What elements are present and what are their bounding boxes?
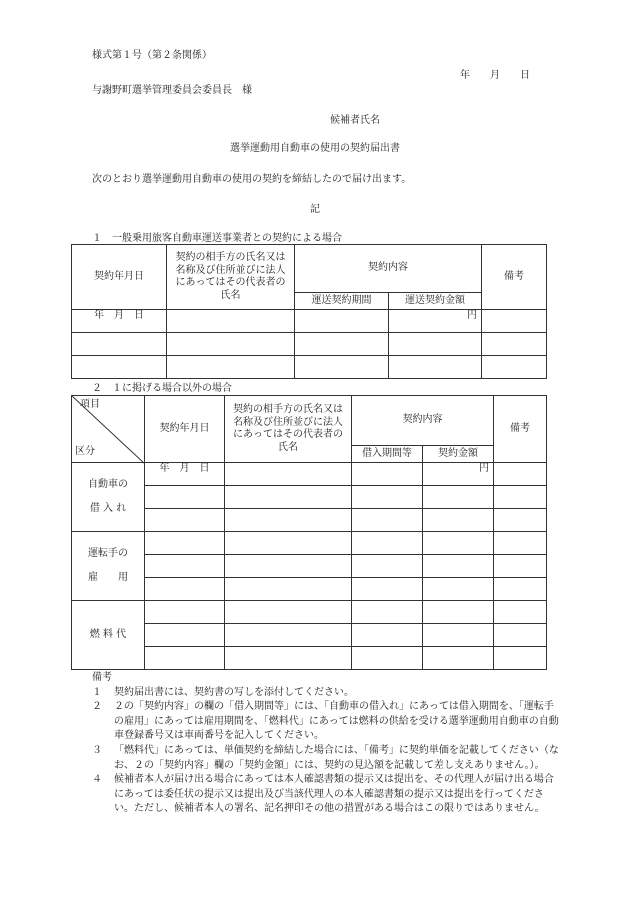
table-row xyxy=(72,333,547,356)
s1-col-amount: 運送契約金額 xyxy=(389,293,482,310)
notes-section xyxy=(92,671,562,817)
notes-heading: 備考 xyxy=(92,672,112,683)
s2-row-fuel-cost: 燃 料 代 xyxy=(72,601,145,670)
table-row xyxy=(72,601,547,624)
s2-col-party: 契約の相手方の氏名又は名称及び住所並びに法人にあってはその代表者の氏名 xyxy=(225,396,352,463)
s2-row-driver-employment: 運転手の 雇 用 xyxy=(72,532,145,601)
table-row xyxy=(72,356,547,379)
s2-diagonal-header xyxy=(72,396,145,463)
ki-label: 記 xyxy=(310,204,320,215)
s2-row-vehicle-rental: 自動車の 借 入 れ xyxy=(72,463,145,532)
s1-amount-cell[interactable]: 円 xyxy=(389,310,482,333)
s2-item-label: 項目 xyxy=(80,399,100,410)
section1-table xyxy=(71,244,547,379)
s1-col-date: 契約年月日 xyxy=(72,245,167,310)
s2-category-label: 区分 xyxy=(75,446,95,457)
s2-col-period: 借入期間等 xyxy=(352,446,423,463)
table-row xyxy=(72,463,547,486)
s1-col-party: 契約の相手方の氏名又は名称及び住所並びに法人にあってはその代表者の氏名 xyxy=(167,245,295,310)
s2-col-content: 契約内容 xyxy=(352,396,494,446)
addressee: 与謝野町選挙管理委員会委員長 様 xyxy=(92,85,252,96)
table-row xyxy=(72,532,547,555)
intro-text: 次のとおり選挙運動用自動車の使用の契約を締結したので届け出ます。 xyxy=(92,174,412,185)
s1-col-content: 契約内容 xyxy=(295,245,482,293)
form-number: 様式第１号（第２条関係） xyxy=(92,50,212,61)
section2-heading: ２ １に掲げる場合以外の場合 xyxy=(92,383,232,394)
s1-col-remarks: 備考 xyxy=(482,245,547,310)
note-item: ２ ２の「契約内容」の欄の「借入期間等」には、「自動車の借入れ」にあっては借入期間を、「運転手の雇用」にあっては雇用期間を、「燃料代」にあっては燃料の供給を受ける選挙運動用自動車の自動車登録番号又は車両番号を記入してください。 xyxy=(92,701,559,742)
section2-table xyxy=(71,395,547,670)
s2-col-remarks: 備考 xyxy=(494,396,547,463)
s2-amount-cell[interactable]: 円 xyxy=(423,463,494,486)
note-item: ３ 「燃料代」にあっては、単価契約を締結した場合には、「備考」に契約単価を記載してください（なお、２の「契約内容」欄の「契約金額」には、契約の見込額を記載して差し支えありません。）。 xyxy=(92,744,559,771)
document-title: 選挙運動用自動車の使用の契約届出書 xyxy=(230,143,400,154)
s1-col-period: 運送契約期間 xyxy=(295,293,389,310)
candidate-name-label: 候補者氏名 xyxy=(330,115,380,126)
s2-col-date: 契約年月日 xyxy=(145,396,225,463)
note-item: １ 契約届出書には、契約書の写しを添付してください。 xyxy=(92,686,354,698)
s1-date-cell[interactable]: 年 月 日 xyxy=(72,310,167,333)
date-line: 年 月 日 xyxy=(460,70,530,81)
section1-heading: １ 一般乗用旅客自動車運送事業者との契約による場合 xyxy=(92,233,342,244)
s2-date-cell[interactable]: 年 月 日 xyxy=(145,463,225,486)
note-item: ４ 候補者本人が届け出る場合にあっては本人確認書類の提示又は提出を、その代理人が届け出る場合にあっては委任状の提示又は提出及び当該代理人の本人確認書類の提示又は提出を行ってください。ただし、候補者本人の署名、記名押印その他の措置がある場合はこの限りではありません。 xyxy=(92,774,554,815)
s2-col-amount: 契約金額 xyxy=(423,446,494,463)
table-row xyxy=(72,310,547,333)
